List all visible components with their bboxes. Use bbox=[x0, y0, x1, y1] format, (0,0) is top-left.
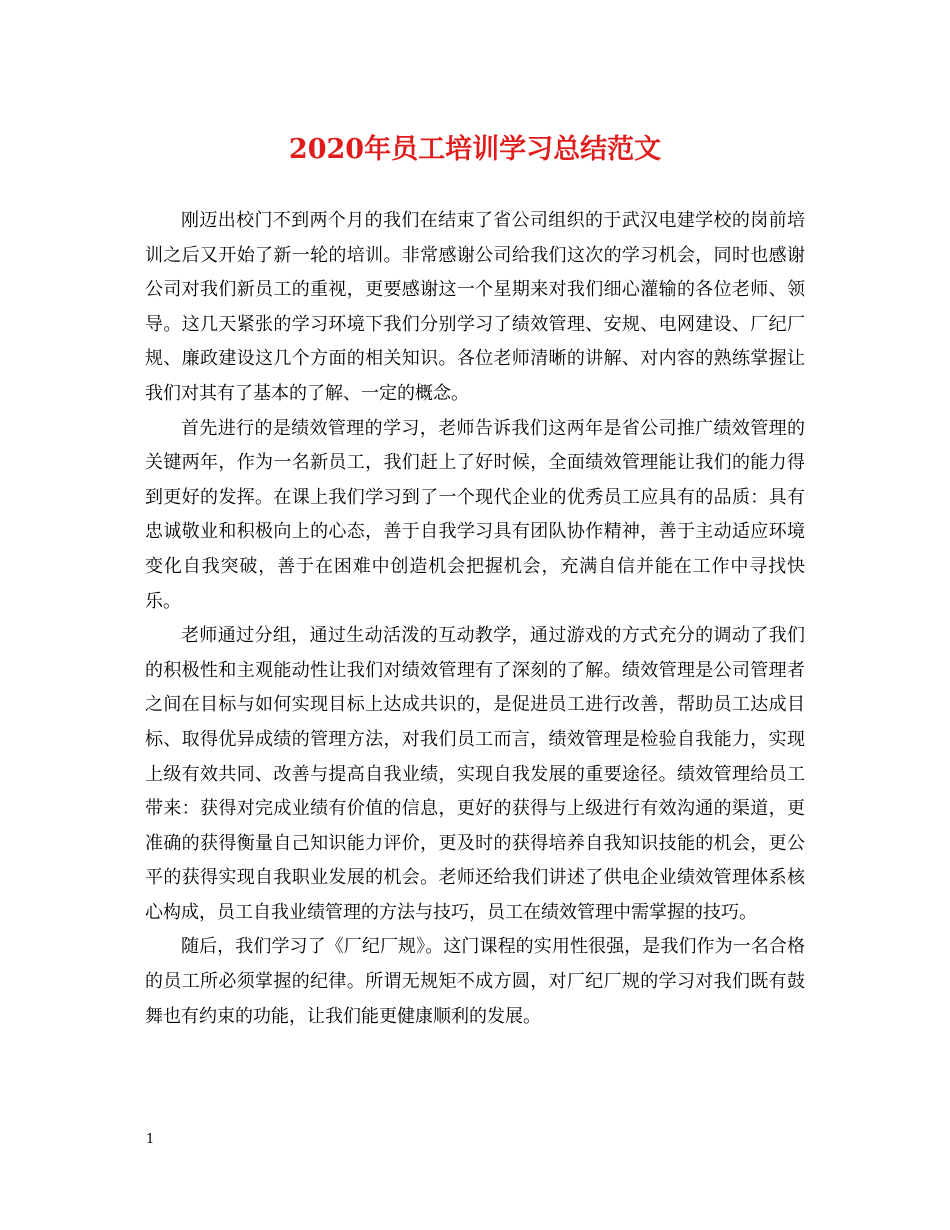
document-title: 2020年员工培训学习总结范文 bbox=[288, 134, 662, 165]
document-body bbox=[145, 204, 805, 1034]
paragraph-2: 首先进行的是绩效管理的学习，老师告诉我们这两年是省公司推广绩效管理的关键两年，作为一名新员工，我们赶上了好时候，全面绩效管理能让我们的能力得到更好的发挥。在课上我们学习到了一个现代企业的优秀员工应具有的品质：具有忠诚敬业和积极向上的心态，善于自我学习具有团队协作精神，善于主动适应环境变化自我突破，善于在困难中创造机会把握机会，充满自信并能在工作中寻找快乐。 bbox=[145, 417, 805, 612]
paragraph-4: 随后，我们学习了《厂纪厂规》。这门课程的实用性很强，是我们作为一名合格的员工所必须掌握的纪律。所谓无规矩不成方圆，对厂纪厂规的学习对我们既有鼓舞也有约束的功能，让我们能更健康顺利的发展。 bbox=[145, 936, 805, 1027]
paragraph-1: 刚迈出校门不到两个月的我们在结束了省公司组织的于武汉电建学校的岗前培训之后又开始了新一轮的培训。非常感谢公司给我们这次的学习机会，同时也感谢公司对我们新员工的重视，更要感谢这一个星期来对我们细心灌输的各位老师、领导。这几天紧张的学习环境下我们分别学习了绩效管理、安规、电网建设、厂纪厂规、廉政建设这几个方面的相关知识。各位老师清晰的讲解、对内容的熟练掌握让我们对其有了基本的了解、一定的概念。 bbox=[145, 210, 805, 404]
paragraph-3: 老师通过分组，通过生动活泼的互动教学，通过游戏的方式充分的调动了我们的积极性和主观能动性让我们对绩效管理有了深刻的了解。绩效管理是公司管理者之间在目标与如何实现目标上达成共识的，是促进员工进行改善，帮助员工达成目标、取得优异成绩的管理方法，对我们员工而言，绩效管理是检验自我能力，实现上级有效共同、改善与提高自我业绩，实现自我发展的重要途径。绩效管理给员工带来：获得对完成业绩有价值的信息，更好的获得与上级进行有效沟通的渠道，更准确的获得衡量自己知识能力评价，更及时的获得培养自我知识技能的机会，更公平的获得实现自我职业发展的机会。老师还给我们讲述了供电企业绩效管理体系核心构成，员工自我业绩管理的方法与技巧，员工在绩效管理中需掌握的技巧。 bbox=[145, 625, 805, 923]
page-number: 1 bbox=[146, 1132, 155, 1147]
